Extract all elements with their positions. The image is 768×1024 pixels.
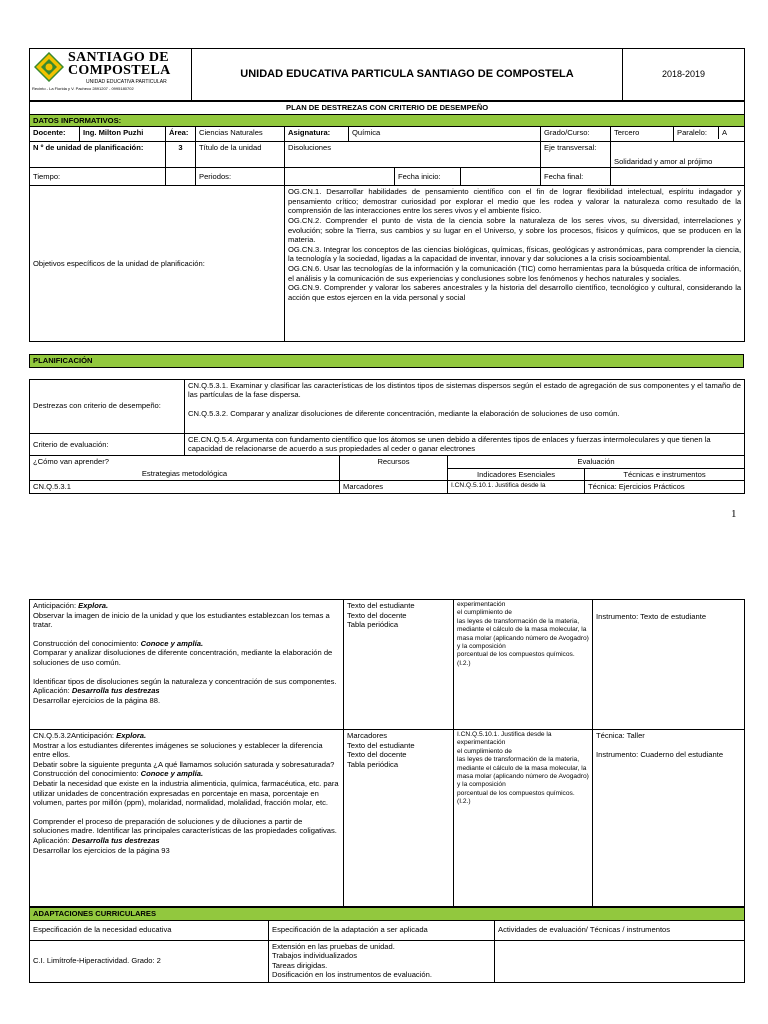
criterio-value: CE.CN.Q.5.4. Argumenta con fundamento científico que los átomos se unen debido a diferentes tipos de enlaces y fuerzas intermoleculares y que tienen la capacidad de relacionarse de acuerdo a sus propiedades al ceder o ganar electrones <box>185 433 745 455</box>
estrategias-table <box>29 599 745 907</box>
estrategia-line: Desarrollar los ejercicios de la página 93 <box>33 845 170 855</box>
estrategia-line: Desarrollar ejercicios de la página 88. <box>33 695 161 705</box>
estrategia-line: Debatir la necesidad que existe en la industria alimenticia, química, farmacéutica, etc. para utilizar unidades de concentración expresadas en porcentaje en masa, porcentaje en volumen, partes por millón (ppm), molaridad, normalidad, molalidad, fracción molar, etc. <box>33 778 339 808</box>
periodos-value <box>285 168 395 186</box>
objetivo-item: OG.CN.2. Comprender el punto de vista de la ciencia sobre la naturaleza de los seres vivos, su diversidad, interrelaciones y evolución; sobre la Tierra, sus cambios y su lugar en el Universo, y sobre los procesos, físicos y químicos, que se producen en la materia. <box>288 215 742 245</box>
criterio-label: Criterio de evaluación: <box>30 433 185 455</box>
actividades-value <box>495 940 745 982</box>
titulo-value: Disoluciones <box>285 142 541 168</box>
compostela-shell-icon <box>34 52 64 82</box>
estrategia-line: Observar la imagen de inicio de la unidad y que los estudiantes establezcan los temas a tratar. <box>33 610 330 630</box>
logo-line2: COMPOSTELA <box>68 63 171 78</box>
estrategia-block-1 <box>30 600 344 730</box>
adaptacion-item: Trabajos individualizados <box>272 951 357 961</box>
school-title: UNIDAD EDUCATIVA PARTICULA SANTIAGO DE COMPOSTELA <box>192 49 623 101</box>
recurso-item: Texto del estudiante <box>347 601 415 610</box>
logo-address: Recinto - La Florida y V. Pacheco 2891207 - 0995180702 <box>32 86 134 91</box>
paralelo-cell <box>674 127 745 142</box>
fecha-final-value <box>611 168 745 186</box>
estrategia-line: Aplicación: Desarrolla tus destrezas <box>33 686 160 696</box>
titulo-label: Título de la unidad <box>196 142 285 168</box>
periodos-label: Periodos: <box>196 168 285 186</box>
recurso-item: Texto del docente <box>347 610 407 620</box>
destrezas-label: Destrezas con criterio de desempeño: <box>30 379 185 433</box>
recursos-label: Recursos <box>340 455 448 480</box>
fecha-final-label: Fecha final: <box>541 168 611 186</box>
first-row-recursos: Marcadores <box>340 481 448 494</box>
tiempo-value <box>166 168 196 186</box>
paralelo-value: A <box>722 128 728 138</box>
estrategia-line: Construcción del conocimiento: Conoce y amplía. <box>33 769 204 779</box>
estrategia-line: Anticipación: Explora. <box>33 601 109 610</box>
necesidad-value: C.I. Limítrofe-Hiperactividad. Grado: 2 <box>30 940 269 982</box>
paralelo-label: Paralelo: <box>674 127 719 139</box>
objetivo-item: OG.CN.3. Integrar los conceptos de las ciencias biológicas, químicas, físicas, geológicas y astronómicas, para comprender la ciencia, la tecnología y la sociedad, ligadas a la capacidad de inventar, innovar y dar soluciones a la crisis socioambiental. <box>288 244 742 264</box>
asignatura-value: Química <box>349 127 541 142</box>
estrategia-line: Aplicación: Desarrolla tus destrezas <box>33 835 160 845</box>
tiempo-label: Tiempo: <box>30 168 166 186</box>
objetivo-item: OG.CN.9. Comprender y valorar los saberes ancestrales y la historia del desarrollo científico, tecnológico y cultural, considerando la acción que estos ejercen en la vida personal y social <box>288 283 742 302</box>
adaptacion-item: Extensión en las pruebas de unidad. <box>272 941 395 951</box>
adaptaciones-table <box>29 907 745 983</box>
instrumento-label: Instrumento: Cuaderno del estudiante <box>596 749 724 759</box>
objetivo-item: OG.CN.6. Usar las tecnologías de la información y la comunicación (TIC) como herramientas para la búsqueda crítica de información, el análisis y la comunicación de sus experiencias y conclusiones sobre los fenómenos y hechos naturales y sociales. <box>288 263 742 283</box>
estrategia-line: Construcción del conocimiento: Conoce y amplía. <box>33 638 204 648</box>
adaptaciones-section-header: ADAPTACIONES CURRICULARES <box>30 908 745 921</box>
estrategia-line: Identificar tipos de disoluciones según la naturaleza y concentración de sus componentes. <box>33 676 337 686</box>
plan-title: PLAN DE DESTREZAS CON CRITERIO DE DESEMPEÑO <box>30 102 745 115</box>
destreza-item: CN.Q.5.3.1. Examinar y clasificar las características de los distintos tipos de sistemas dispersos según el estado de agregación de sus componentes y el tamaño de las partículas de la fase dispersa. <box>188 380 742 400</box>
school-year: 2018-2019 <box>623 49 745 101</box>
adapt-col1-header: Especificación de la necesidad educativa <box>30 920 269 940</box>
indicadores-label: Indicadores Esenciales <box>448 468 585 481</box>
first-row-indicador: I.CN.Q.5.10.1. Justifica desde la <box>448 481 585 494</box>
unidad-value: 3 <box>166 142 196 168</box>
tecnicas-label: Técnicas e instrumentos <box>585 468 745 481</box>
adaptacion-list <box>269 940 495 982</box>
docente-value: Ing. Milton Puzhi <box>80 127 166 142</box>
estrategia-line: CN.Q.5.3.2Anticipación: Explora. <box>33 731 147 740</box>
school-logo <box>30 49 191 91</box>
area-value: Ciencias Naturales <box>196 127 285 142</box>
eje-label: Eje transversal: <box>541 142 611 168</box>
unidad-label: N º de unidad de planificación: <box>30 142 166 168</box>
evaluacion-label: Evaluación <box>448 455 745 468</box>
objetivos-label: Objetivos específicos de la unidad de planificación: <box>30 186 285 342</box>
adapt-col2-header: Especificación de la adaptación a ser aplicada <box>269 920 495 940</box>
header-table <box>29 48 745 101</box>
recurso-item: Tabla periódica <box>347 620 399 630</box>
area-label: Área: <box>166 127 196 142</box>
recursos-block-2 <box>344 730 454 907</box>
recurso-item: Tabla periódica <box>347 759 399 769</box>
adapt-col3-header: Actividades de evaluación/ Técnicas / instrumentos <box>495 920 745 940</box>
first-row-tecnica: Técnica: Ejercicios Prácticos <box>585 481 745 494</box>
grado-label: Grado/Curso: <box>541 127 611 142</box>
tecnica-label: Técnica: Taller <box>596 731 645 740</box>
fecha-inicio-label: Fecha inicio: <box>395 168 461 186</box>
datos-table <box>29 101 745 342</box>
indicador-block-1: experimentación el cumplimiento de las leyes de transformación de la materia, mediante el cálculo de la masa molecular, la masa molar (aplicando número de Avogadro) y la composición porcentual de los compuestos químicos. (I.2.) <box>454 600 593 730</box>
logo-cell <box>30 49 192 101</box>
planificacion-header <box>29 354 744 368</box>
estrategia-line: Debatir sobre la siguiente pregunta ¿A qué llamamos solución saturada y sobresaturada? <box>33 759 335 769</box>
como-label: ¿Cómo van aprender? <box>30 455 340 468</box>
indicador-block-2: I.CN.Q.5.10.1. Justifica desde la experimentación el cumplimiento de las leyes de transformación de la materia, mediante el cálculo de la masa molecular, la masa molar (aplicando número de Avogadro) y la composición porcentual de los compuestos químicos. (I.2.) <box>454 730 593 907</box>
fecha-inicio-value <box>461 168 541 186</box>
datos-section-header: DATOS INFORMATIVOS: <box>30 114 745 127</box>
grado-value: Tercero <box>611 127 674 142</box>
destrezas-list <box>185 379 745 433</box>
first-row-code: CN.Q.5.3.1 <box>30 481 340 494</box>
estrategia-block-2 <box>30 730 344 907</box>
page-2 <box>29 599 744 983</box>
objetivo-item: OG.CN.1. Desarrollar habilidades de pensamiento científico con el fin de lograr flexibilidad intelectual, espíritu indagador y pensamiento crítico; demostrar curiosidad por explorar el medio que les rodea y valorar la naturaleza como resultado de la comprensión de las interacciones entre los seres vivos y el ambiente físico. <box>288 187 742 216</box>
planificacion-section-header: PLANIFICACIÓN <box>30 355 744 368</box>
estrategia-line: Comparar y analizar disoluciones de diferente concentración, mediante la elaboración de soluciones de uso común. <box>33 648 333 667</box>
page-1 <box>29 48 744 494</box>
recurso-item: Marcadores <box>347 731 388 740</box>
spacer <box>29 342 744 354</box>
estrategia-line: Comprender el proceso de preparación de soluciones y de diluciones a partir de soluciones madre. Identificar las principales características de las propiedades coligativas. <box>33 816 337 836</box>
tecnica-block-2 <box>593 730 745 907</box>
logo-line1: SANTIAGO DE <box>68 50 169 65</box>
adaptacion-item: Dosificación en los instrumentos de evaluación. <box>272 970 432 980</box>
asignatura-label: Asignatura: <box>285 127 349 142</box>
page-number: 1 <box>731 508 737 520</box>
logo-subtitle: UNIDAD EDUCATIVA PARTICULAR <box>86 79 167 85</box>
adaptacion-item: Tareas dirigidas. <box>272 960 328 970</box>
spacer <box>29 368 744 379</box>
recurso-item: Texto del docente <box>347 750 407 760</box>
recurso-item: Texto del estudiante <box>347 740 415 750</box>
eje-value: Solidaridad y amor al prójimo <box>611 142 745 168</box>
estrategia-line: Mostrar a los estudiantes diferentes imágenes se soluciones y establecer la diferencia entre ellos. <box>33 740 323 760</box>
recursos-block-1 <box>344 600 454 730</box>
instrumento-block-1: Instrumento: Texto de estudiante <box>593 600 745 730</box>
planificacion-table <box>29 379 745 494</box>
destreza-item: CN.Q.5.3.2. Comparar y analizar disoluciones de diferente concentración, mediante la elaboración de soluciones de uso común. <box>188 408 620 418</box>
docente-label: Docente: <box>30 127 80 142</box>
objetivos-list <box>285 186 745 342</box>
estrategias-label: Estrategias metodológica <box>30 468 340 481</box>
